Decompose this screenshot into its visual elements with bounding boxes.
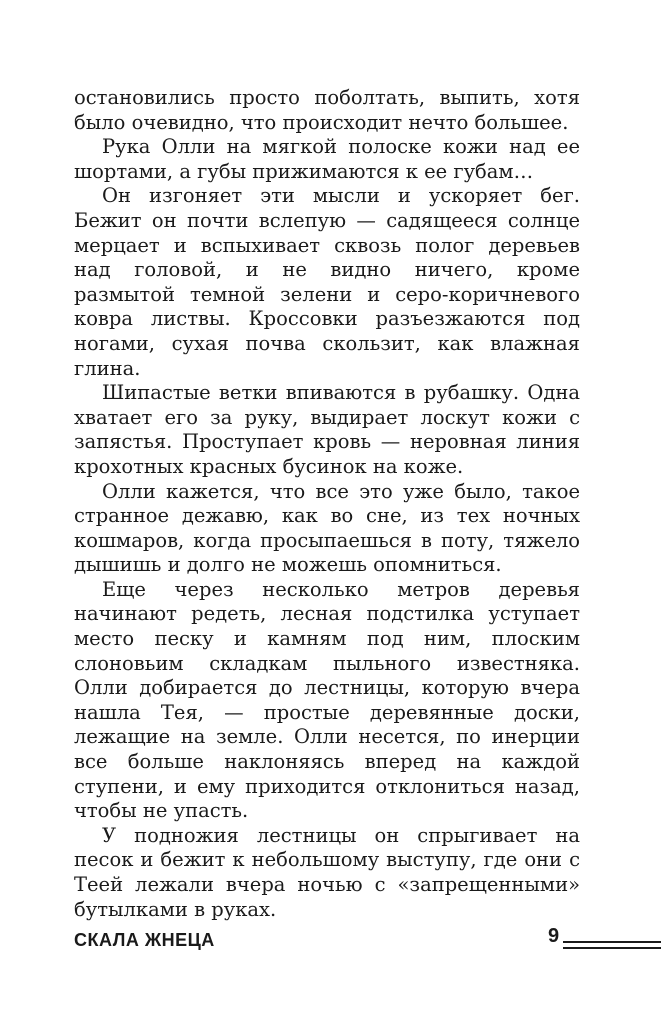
paragraph-5: Олли кажется, что все это уже было, такое странное дежавю, как во сне, из тех ночных кошмаров, когда просыпаешься в поту, тяжело дышишь и долго не можешь опомниться.	[74, 479, 580, 577]
paragraph-1: остановились просто поболтать, выпить, хотя было очевидно, что происходит нечто большее.	[74, 86, 580, 134]
running-footer-title: СКАЛА ЖНЕЦА	[74, 930, 215, 950]
paragraph-2: Рука Олли на мягкой полоске кожи над ее шортами, а губы прижимаются к ее губам…	[74, 135, 580, 183]
paragraph-7: У подножия лестницы он спрыгивает на песок и бежит к небольшому выступу, где они с Теей лежали вчера ночью с «запрещенными» бутылками в руках.	[74, 823, 580, 921]
paragraph-3: Он изгоняет эти мысли и ускоряет бег. Бежит он почти вслепую — садящееся солнце мерцает и вспыхивает сквозь полог деревьев над головой, и не видно ничего, кроме размытой темной зелени и серо-коричневого ковра листвы. Кроссовки разъезжаются под ногами, сухая почва скользит, как влажная глина.	[74, 184, 580, 380]
footer-rule-top	[563, 941, 661, 943]
page-number: 9	[548, 925, 560, 947]
footer-rule-bottom	[563, 947, 661, 949]
body-text	[74, 86, 580, 922]
paragraph-6: Еще через несколько метров деревья начинают редеть, лесная подстилка уступает место песку и камням под ним, плоским слоновьим складкам пыльного известняка. Олли добирается до лестницы, которую вчера нашла Тея, — простые деревянные доски, лежащие на земле. Олли несется, по инерции все больше наклоняясь вперед на каждой ступени, и ему приходится отклониться назад, чтобы не упасть.	[74, 577, 580, 823]
paragraph-4: Шипастые ветки впиваются в рубашку. Одна хватает его за руку, выдирает лоскут кожи с запястья. Проступает кровь — неровная линия крохотных красных бусинок на коже.	[74, 381, 580, 478]
